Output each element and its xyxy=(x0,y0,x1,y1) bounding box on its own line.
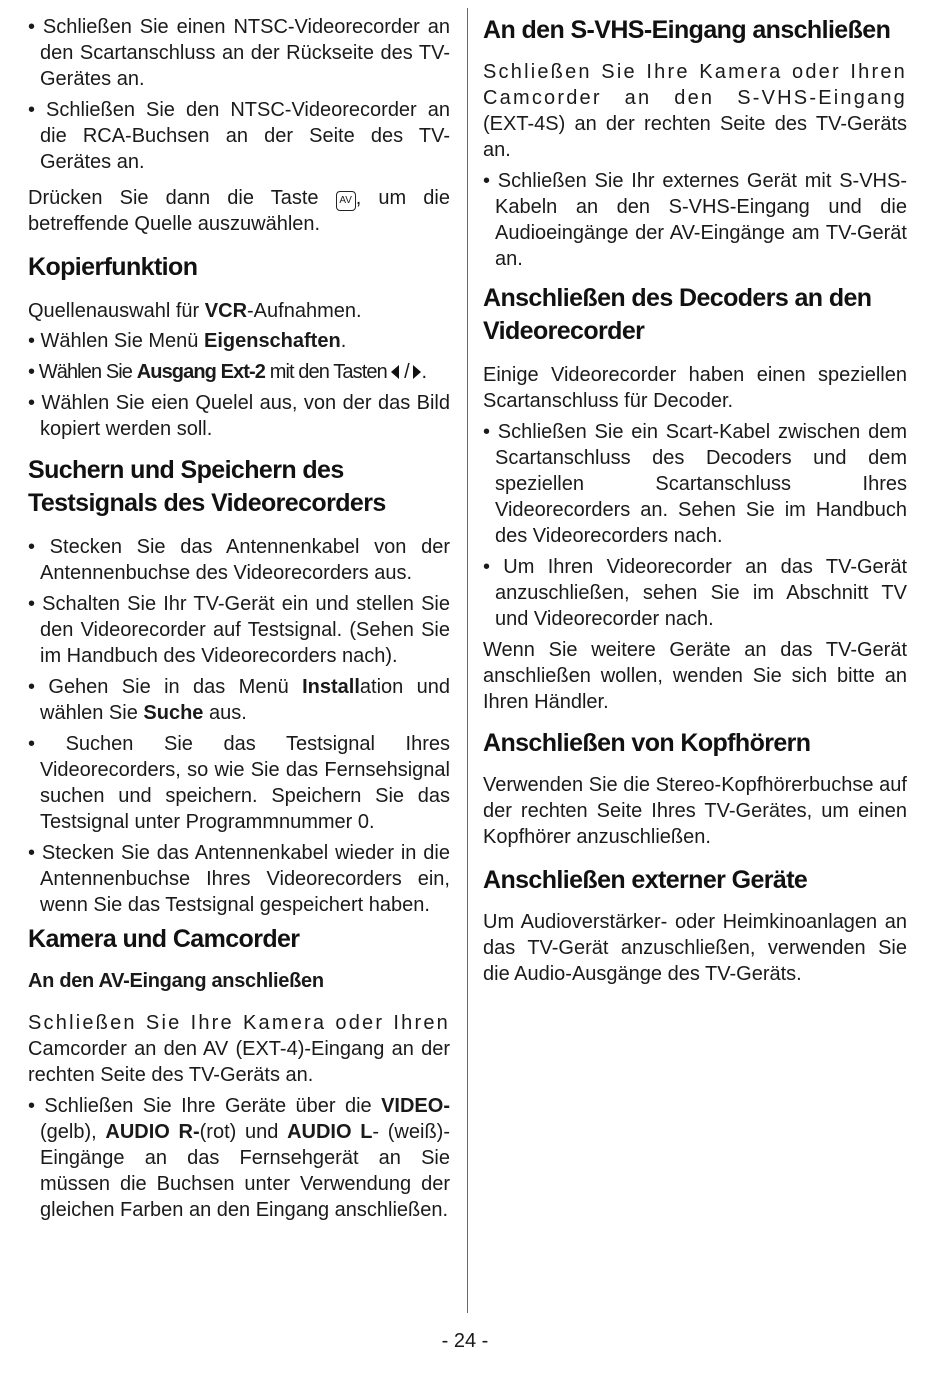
press-av-paragraph: Drücken Sie dann die Taste AV , um die betreffende Quelle auszuwählen. xyxy=(28,187,450,235)
suchern-bullet-4: • Suchen Sie das Testsignal Ihres Videorecorders, so wie Sie das Fernsehsignal suchen und speichern. Speichern Sie das Testsignal unter Programmnummer 0. xyxy=(28,733,450,833)
heading-kopfhoerer: Anschließen von Kopfhörern xyxy=(483,729,811,757)
suchern-bullet-1: • Stecken Sie das Antennenkabel von der Antennenbuchse des Videorecorders aus. xyxy=(28,536,450,584)
page-number: - 24 - xyxy=(441,1330,489,1352)
bullet-ntsc-rca: • Schließen Sie den NTSC-Videorecorder an die RCA-Buchsen an der Seite des TV-Gerätes an. xyxy=(28,99,450,173)
kopier-line-3: • Wählen Sie Ausgang Ext-2 mit den Tasten / . xyxy=(28,361,427,383)
heading-kamera: Kamera und Camcorder xyxy=(28,925,300,953)
suchern-bullet-3: • Gehen Sie in das Menü Installation und wählen Sie Suche aus. xyxy=(28,676,451,724)
heading-svhs: An den S-VHS-Eingang anschließen xyxy=(483,16,891,44)
right-column xyxy=(483,14,907,987)
extern-paragraph: Um Audioverstärker- oder Heimkinoanlagen an das TV-Gerät anzuschließen, verwenden Sie die Audio-Ausgänge des TV-Geräts. xyxy=(483,911,907,985)
suchern-bullet-2: • Schalten Sie Ihr TV-Gerät ein und stellen Sie den Videorecorder auf Testsignal. (Sehen Sie im Handbuch des Videorecorders nach). xyxy=(28,593,450,667)
kopier-line-2: • Wählen Sie Menü Eigenschaften. xyxy=(28,330,347,352)
decoder-paragraph-1: Einige Videorecorder haben einen speziellen Scartanschluss für Decoder. xyxy=(483,364,907,412)
subheading-av-eingang: An den AV-Eingang anschließen xyxy=(28,970,324,992)
svhs-paragraph: Schließen Sie Ihre Kamera oder Ihren Camcorder an den S-VHS-Eingang (EXT-4S) an der rechten Seite des TV-Geräts an. xyxy=(483,61,907,161)
heading-suchern: Suchern und Speichern des Testsignals des Videorecorders xyxy=(28,456,386,517)
bullet-ntsc-scart: • Schließen Sie einen NTSC-Videorecorder an den Scartanschluss an der Rückseite des TV-Gerätes an. xyxy=(28,16,450,90)
svhs-bullet: • Schließen Sie Ihr externes Gerät mit S-VHS-Kabeln an den S-VHS-Eingang und die Audioeingänge der AV-Eingänge am TV-Gerät an. xyxy=(483,170,907,270)
suchern-bullet-5: • Stecken Sie das Antennenkabel wieder in die Antennenbuchse Ihres Videorecorders ein, wenn Sie das Testsignal gespeichert haben. xyxy=(28,842,450,916)
kamera-paragraph: Schließen Sie Ihre Kamera oder Ihren Camcorder an den AV (EXT-4)-Eingang an der rechten Seite des TV-Geräts an. xyxy=(28,1012,450,1086)
kamera-bullet: • Schließen Sie Ihre Geräte über die VIDEO- (gelb), AUDIO R-(rot) und AUDIO L- (weiß)-Eingänge an das Fernsehgerät an Sie müssen die Buchsen unter Verwendung der gleichen Farben an den Eingang anschließen. xyxy=(28,1095,450,1221)
left-column xyxy=(28,14,450,1228)
kopier-line-1: Quellenauswahl für VCR-Aufnahmen. xyxy=(28,300,362,322)
kopier-line-4: • Wählen Sie eien Quelel aus, von der das Bild kopiert werden soll. xyxy=(28,392,450,440)
heading-kopierfunktion: Kopierfunktion xyxy=(28,253,198,281)
decoder-bullet-1: • Schließen Sie ein Scart-Kabel zwischen dem Scartanschluss des Decoders und dem speziellen Scartanschluss Ihres Videorecorders an. Sehen Sie im Handbuch des Videorecorders nach. xyxy=(483,421,907,547)
heading-decoder: Anschließen des Decoders an den Videorecorder xyxy=(483,284,872,345)
decoder-paragraph-2: Wenn Sie weitere Geräte an das TV-Gerät anschließen wollen, wenden Sie sich bitte an Ihren Händler. xyxy=(483,639,907,713)
heading-extern: Anschließen externer Geräte xyxy=(483,866,808,894)
kopfhoerer-paragraph: Verwenden Sie die Stereo-Kopfhörerbuchse auf der rechten Seite Ihres TV-Gerätes, um einen Kopfhörer anzuschließen. xyxy=(483,774,907,848)
decoder-bullet-2: • Um Ihren Videorecorder an das TV-Gerät anzuschließen, sehen Sie im Abschnitt TV und Videorecorder nach. xyxy=(483,556,907,630)
av-button-icon: AV xyxy=(336,191,356,211)
column-divider xyxy=(467,8,468,1313)
